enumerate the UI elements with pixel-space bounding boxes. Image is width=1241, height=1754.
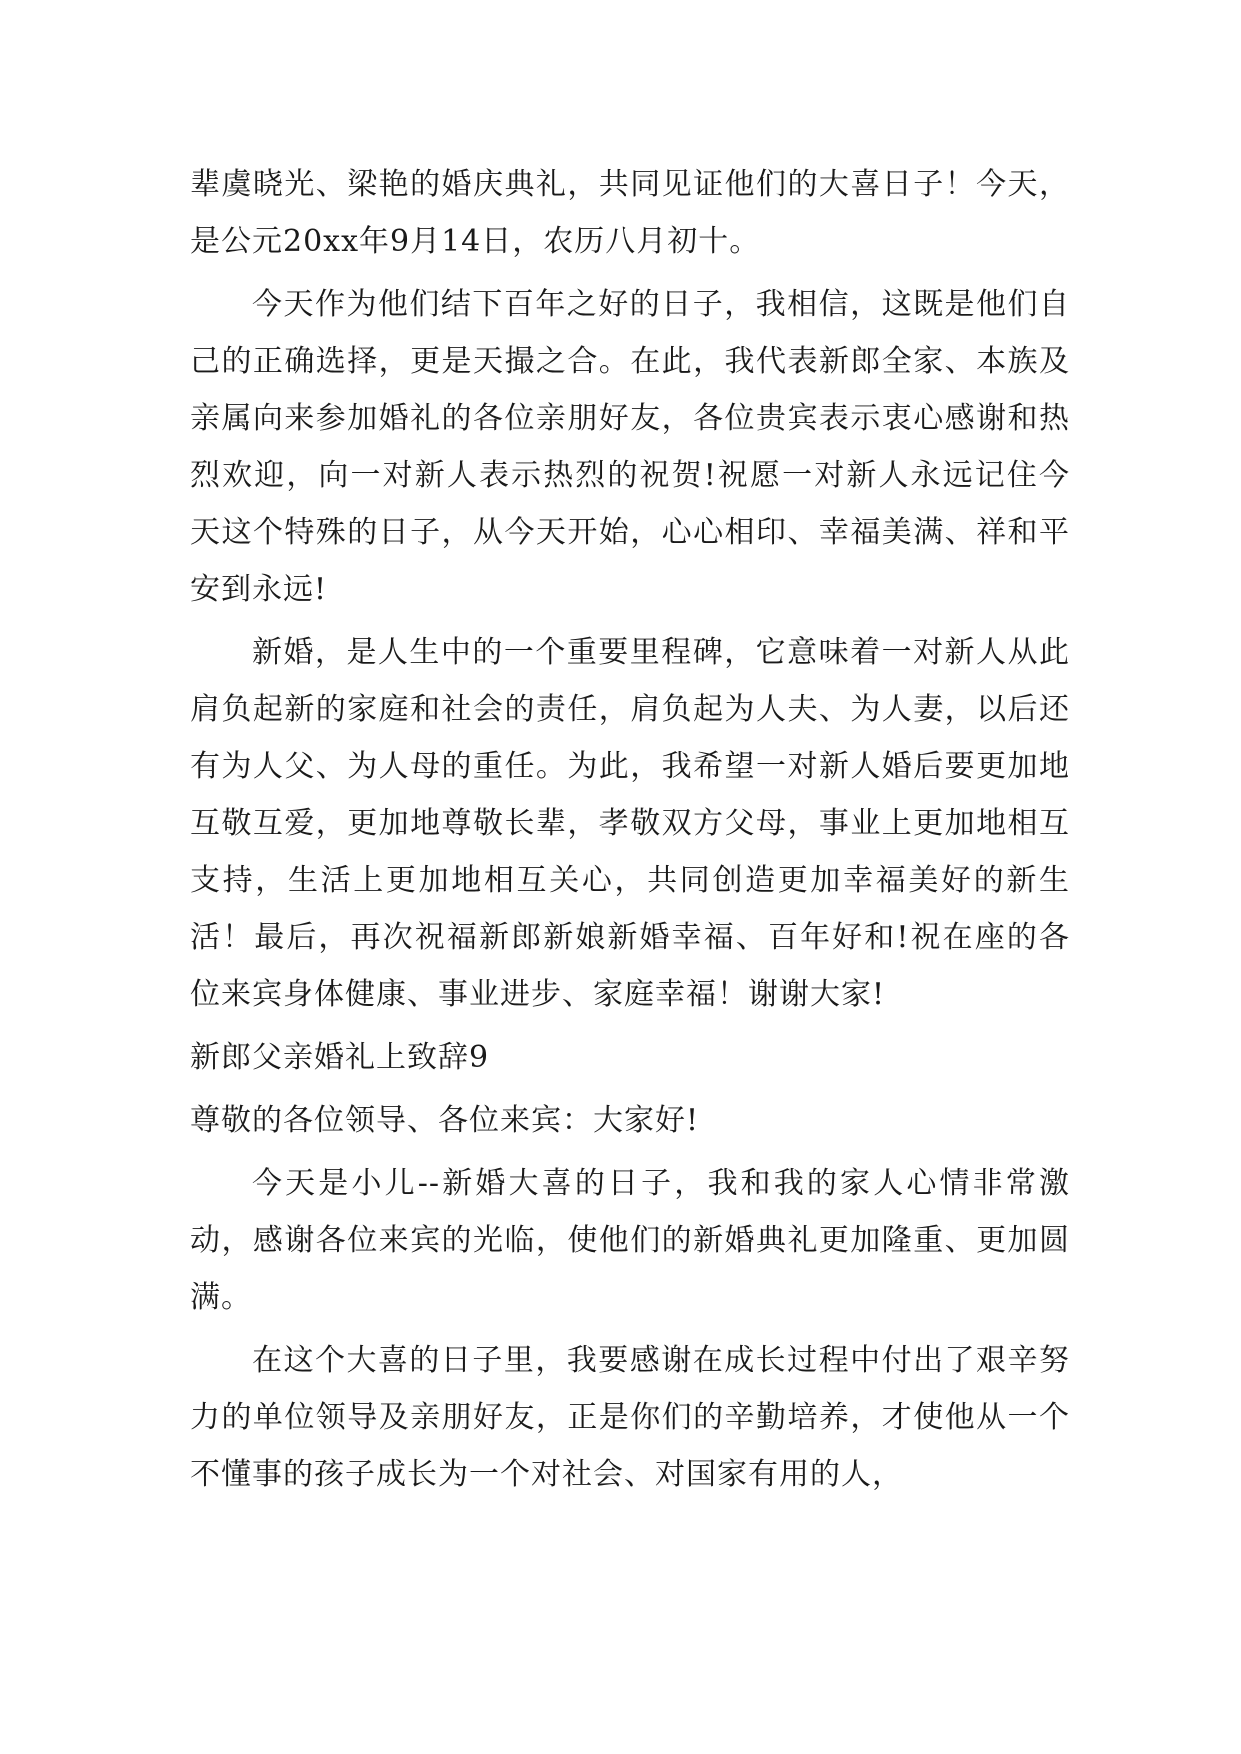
paragraph-3: 新婚，是人生中的一个重要里程碑，它意味着一对新人从此肩负起新的家庭和社会的责任，肩负起为人夫、为人妻，以后还有为人父、为人母的重任。为此，我希望一对新人婚后要更加地互敬互爱，更加地尊敬长辈，孝敬双方父母，事业上更加地相互支持，生活上更加地相互关心，共同创造更加幸福美好的新生活！最后，再次祝福新郎新娘新婚幸福、百年好和!祝在座的各位来宾身体健康、事业进步、家庭幸福！谢谢大家! — [190, 635, 1070, 1012]
section-title: 新郎父亲婚礼上致辞9 — [190, 1040, 490, 1075]
paragraph-1: 辈虞晓光、梁艳的婚庆典礼，共同见证他们的大喜日子！今天，是公元20xx年9月14日，农历八月初十。 — [190, 167, 1070, 259]
paragraph-4: 今天是小儿--新婚大喜的日子，我和我的家人心情非常激动，感谢各位来宾的光临，使他们的新婚典礼更加隆重、更加圆满。 — [190, 1166, 1070, 1315]
paragraph-2: 今天作为他们结下百年之好的日子，我相信，这既是他们自己的正确选择，更是天撮之合。在此，我代表新郎全家、本族及亲属向来参加婚礼的各位亲朋好友，各位贵宾表示衷心感谢和热烈欢迎，向一对新人表示热烈的祝贺!祝愿一对新人永远记住今天这个特殊的日子，从今天开始，心心相印、幸福美满、祥和平安到永远! — [190, 287, 1070, 607]
greeting-line: 尊敬的各位领导、各位来宾：大家好! — [190, 1103, 700, 1138]
paragraph-5: 在这个大喜的日子里，我要感谢在成长过程中付出了艰辛努力的单位领导及亲朋好友，正是你们的辛勤培养，才使他从一个不懂事的孩子成长为一个对社会、对国家有用的人， — [190, 1343, 1070, 1492]
document-body — [190, 156, 1070, 1509]
